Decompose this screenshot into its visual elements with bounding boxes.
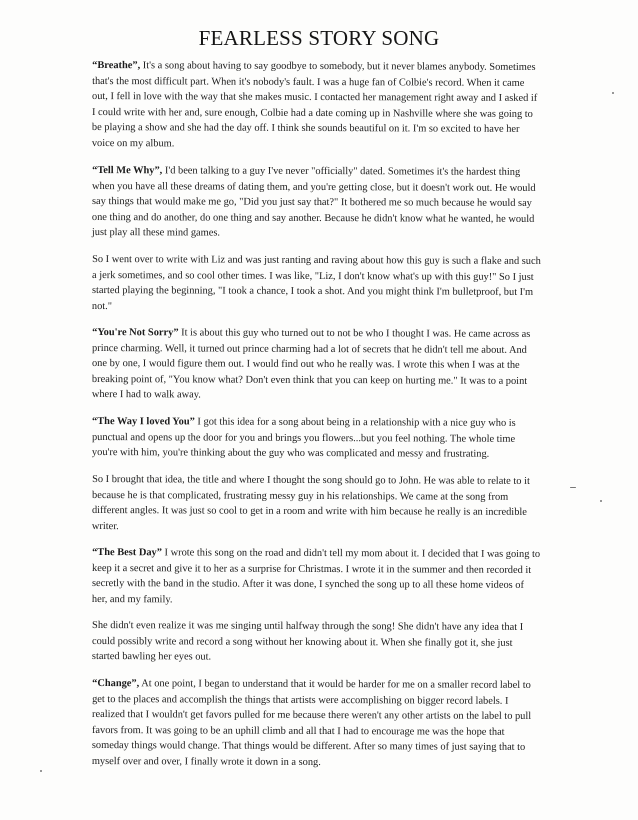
paragraph-text: I'd been talking to a guy I've never "officially" dated. Sometimes it's the hardest thing when you have all these dreams of dating them, and you're getting close, but it doesn't work out. He would say things that would make me go, "Did you just say that?" It bothered me so much because he would say one thing and do another, do one thing and say another. Because he didn't know what he wanted, he would just play all these mind games. <box>91 164 536 239</box>
paragraph-text: At one point, I began to understand that it would be harder for me on a smaller record label to get to the places and accomplish the things that artists were accomplishing on bigger record labels. I realized that I wouldn't get favors pulled for me because there weren't any other artists on the label to pull favors from. It was going to be an uphill climb and all that I had to encourage me was the hope that someday things would change. That things would be different. After so many times of just saying that to myself over and over, I finally wrote it down in a song. <box>91 678 532 769</box>
paragraph-text: I got this idea for a song about being in a relationship with a nice guy who is punctual and opens up the door for you and brings you flowers...but you feel nothing. The whole time you're with him, you're thinking about the guy who was complicated and messy and frustrating. <box>91 416 516 460</box>
paragraph-text: So I went over to write with Liz and was just ranting and raving about how this guy is such a flake and such a jerk sometimes, and so cool other times. I was like, "Liz, I don't know what's up with this guy!" So I just started playing the beginning, "I took a chance, I took a shot. And you might think I'm bulletproof, but I'm not." <box>91 253 541 312</box>
paragraph-lead: “The Best Day” <box>92 547 162 559</box>
scan-speck <box>570 487 576 488</box>
paragraph-liz <box>92 252 542 316</box>
paragraph-lead: “Change”, <box>92 678 140 690</box>
paragraph-the-best-day <box>92 545 542 609</box>
paragraph-youre-not-sorry <box>92 325 542 405</box>
paragraph-text: It's a song about having to say goodbye to somebody, but it never blames anybody. Sometimes that's the most difficult part. When it's nobody's fault. I was a huge fan of Colbie's record. When it came out, I fell in love with the way that she makes music. I contacted her management right away and I asked if I could write with her and, sure enough, Colbie had a date coming up in Nashville where she was going to be playing a show and she had the day off. I think she sounds beautiful on it. I'm so excited to have her voice on my album. <box>91 60 538 150</box>
paragraph-breathe <box>92 58 542 154</box>
paragraph-john <box>92 472 542 536</box>
paragraph-text: It is about this guy who turned out to not be who I thought I was. He came across as prince charming. Well, it turned out prince charming had a lot of secrets that he didn't tell me about. And one by one, I would figure them out. I would find out who he really was. I wrote this when I was at the breaking point of, "You know what? Don't even think that you can keep on hurting me." It was to a point where I had to walk away. <box>91 327 531 401</box>
paragraph-lead: “Breathe”, <box>92 60 141 72</box>
paragraph-text: So I brought that idea, the title and where I thought the song should go to John. He was able to relate to it because he is that complicated, frustrating messy guy in his relationships. We came at the song from different angles. It was just so cool to get in a room and write with him because he really is an incredible writer. <box>91 473 530 532</box>
paragraph-lead: “The Way I loved You” <box>92 415 195 428</box>
paragraph-mom <box>92 618 542 667</box>
document-body <box>92 58 542 781</box>
paragraph-lead: “You're Not Sorry” <box>92 326 179 339</box>
paragraph-text: I wrote this song on the road and didn't tell my mom about it. I decided that I was going to keep it a secret and give it to her as a surprise for Christmas. I wrote it in the summer and then recorded it secretly with the band in the studio. After it was done, I synched the song up to all these home videos of her, and my family. <box>91 547 541 606</box>
scan-speck <box>40 770 42 772</box>
scan-speck <box>600 500 602 502</box>
paragraph-text: She didn't even realize it was me singing until halfway through the song! She didn't have any idea that I could possibly write and record a song without her knowing about it. When she finally got it, she just started bawling her eyes out. <box>91 620 524 664</box>
scan-speck <box>612 92 614 94</box>
paragraph-tell-me-why <box>92 163 542 243</box>
paragraph-the-way-i-loved-you <box>92 414 542 463</box>
paragraph-lead: “Tell Me Why”, <box>92 164 163 176</box>
page-title: FEARLESS STORY SONG <box>198 26 440 50</box>
paragraph-change <box>92 676 542 772</box>
